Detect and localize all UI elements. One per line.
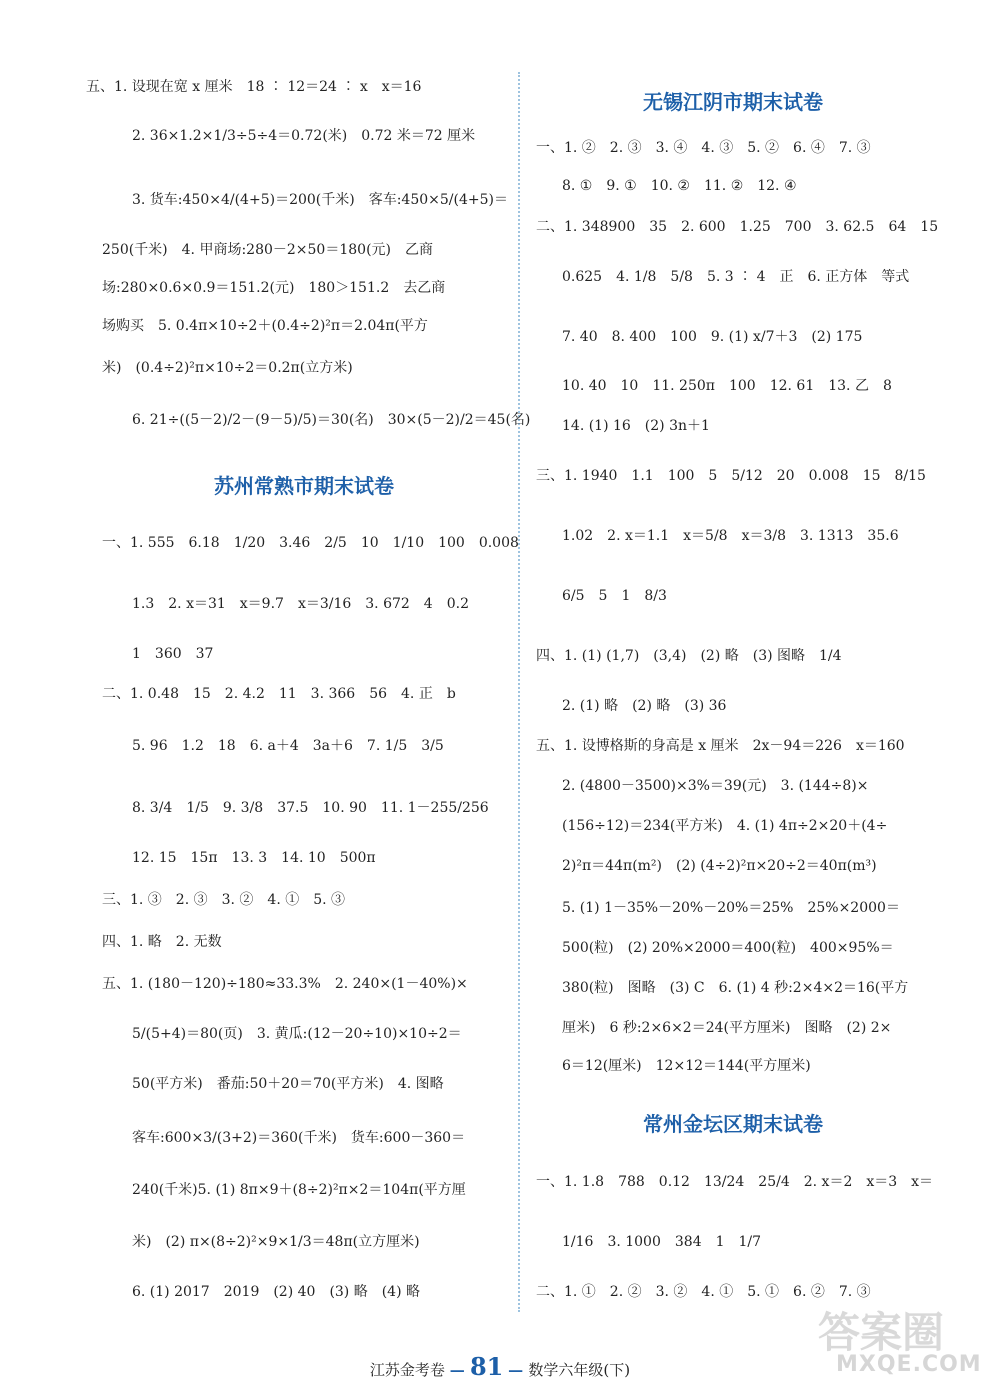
footer-subject: 数学六年级(下) [528,1361,631,1379]
answer-line: 2. (4800－3500)×3%＝39(元) 3. (144÷8)× [562,778,869,794]
answer-line: 四、1. (1) (1,7) (3,4) (2) 略 (3) 图略 1/4 [536,648,842,664]
answer-line: 2. (1) 略 (2) 略 (3) 36 [562,698,727,714]
answer-line: 6＝12(厘米) 12×12＝144(平方厘米) [562,1058,811,1074]
answer-line: 5/(5+4)＝80(页) 3. 黄瓜:(12－20÷10)×10÷2＝ [132,1026,462,1042]
answer-line: 2)²π＝44π(m²) (2) (4÷2)²π×20÷2＝40π(m³) [562,858,877,874]
answer-line: 二、1. ① 2. ② 3. ② 4. ① 5. ① 6. ② 7. ③ [536,1284,871,1300]
answer-line: 场:280×0.6×0.9＝151.2(元) 180＞151.2 去乙商 [102,280,446,296]
answer-line: 二、1. 348900 35 2. 600 1.25 700 3. 62.5 64 15 [536,219,939,235]
answer-line: 1 360 37 [132,646,214,662]
answer-line: 5. (1) 1－35%－20%－20%＝25% 25%×2000＝ [562,900,900,916]
answer-line: 1/16 3. 1000 384 1 1/7 [562,1234,762,1250]
watermark-text: 答案圈 [818,1308,945,1357]
answer-line: 1.3 2. x＝31 x＝9.7 x＝3/16 3. 672 4 0.2 [132,596,469,612]
answer-line: 米) (0.4÷2)²π×10÷2＝0.2π(立方米) [102,360,353,376]
answer-line: 1.02 2. x＝1.1 x＝5/8 x＝3/8 3. 1313 35.6 [562,528,899,544]
answer-line: 50(平方米) 番茄:50＋20＝70(平方米) 4. 图略 [132,1076,444,1092]
answer-line: 一、1. ② 2. ③ 3. ④ 4. ③ 5. ② 6. ④ 7. ③ [536,140,871,156]
answer-line: 五、1. 设现在宽 x 厘米 18 ∶ 12＝24 ∶ x x＝16 [86,79,422,95]
section-title-jintan: 常州金坛区期末试卷 [643,1112,823,1136]
answer-line: 5. 96 1.2 18 6. a＋4 3a＋6 7. 1/5 3/5 [132,738,444,754]
answer-line: 6. (1) 2017 2019 (2) 40 (3) 略 (4) 略 [132,1284,421,1300]
answer-line: 6/5 5 1 8/3 [562,588,667,604]
answer-line: 场购买 5. 0.4π×10÷2＋(0.4÷2)²π＝2.04π(平方 [102,318,428,334]
answer-line: 厘米) 6 秒:2×6×2＝24(平方厘米) 图略 (2) 2× [562,1020,892,1036]
section-title-changshu: 苏州常熟市期末试卷 [214,474,394,498]
answer-line: 500(粒) (2) 20%×2000＝400(粒) 400×95%＝ [562,940,894,956]
answer-line: 6. 21÷((5－2)/2－(9－5)/5)＝30(名) 30×(5－2)/2＝45(名) [132,412,531,428]
answer-line: 0.625 4. 1/8 5/8 5. 3 ∶ 4 正 6. 正方体 等式 [562,269,910,285]
footer-book-title: 江苏金考卷 [369,1361,445,1379]
answer-line: 米) (2) π×(8÷2)²×9×1/3＝48π(立方厘米) [132,1234,420,1250]
answer-line: 一、1. 1.8 788 0.12 13/24 25/4 2. x＝2 x＝3 x＝ [536,1174,934,1190]
answer-line: 五、1. (180－120)÷180≈33.3% 2. 240×(1－40%)× [102,976,468,992]
answer-line: 四、1. 略 2. 无数 [102,934,222,950]
answer-line: 12. 15 15π 13. 3 14. 10 500π [132,850,376,866]
answer-line: 一、1. 555 6.18 1/20 3.46 2/5 10 1/10 100 0.008 [102,535,519,551]
watermark-url: MXQE.COM [836,1352,982,1377]
answer-line: 240(千米)5. (1) 8π×9＋(8÷2)²π×2＝104π(平方厘 [132,1182,466,1198]
answer-line: 客车:600×3/(3+2)＝360(千米) 货车:600－360＝ [132,1130,466,1146]
watermark-logo [818,1300,998,1390]
answer-line: 二、1. 0.48 15 2. 4.2 11 3. 366 56 4. 正 b [102,686,456,702]
answer-line: 8. ① 9. ① 10. ② 11. ② 12. ④ [562,178,797,194]
answer-line: 三、1. ③ 2. ③ 3. ② 4. ① 5. ③ [102,892,346,908]
footer-dash-left: — [449,1361,470,1379]
answer-line: 14. (1) 16 (2) 3n＋1 [562,418,710,434]
answer-line: 三、1. 1940 1.1 100 5 5/12 20 0.008 15 8/15 [536,468,926,484]
answer-line: 3. 货车:450×4/(4+5)＝200(千米) 客车:450×5/(4+5)＝ [132,192,508,208]
answer-line: (156÷12)＝234(平方米) 4. (1) 4π÷2×20＋(4÷ [562,818,888,834]
answer-line: 7. 40 8. 400 100 9. (1) x/7＋3 (2) 175 [562,329,863,345]
answer-line: 10. 40 10 11. 250π 100 12. 61 13. 乙 8 [562,378,892,394]
answer-line: 380(粒) 图略 (3) C 6. (1) 4 秒:2×4×2＝16(平方 [562,980,909,996]
section-title-jiangyin: 无锡江阴市期末试卷 [643,90,823,114]
column-divider [518,72,520,1312]
answer-line: 2. 36×1.2×1/3÷5÷4＝0.72(米) 0.72 米＝72 厘米 [132,128,476,144]
page-number: 81 [469,1352,504,1381]
footer-dash-right: — [508,1361,529,1379]
answer-line: 250(千米) 4. 甲商场:280－2×50＝180(元) 乙商 [102,242,433,258]
answer-line: 五、1. 设博格斯的身高是 x 厘米 2x－94＝226 x＝160 [536,738,905,754]
answer-line: 8. 3/4 1/5 9. 3/8 37.5 10. 90 11. 1－255/256 [132,800,489,816]
